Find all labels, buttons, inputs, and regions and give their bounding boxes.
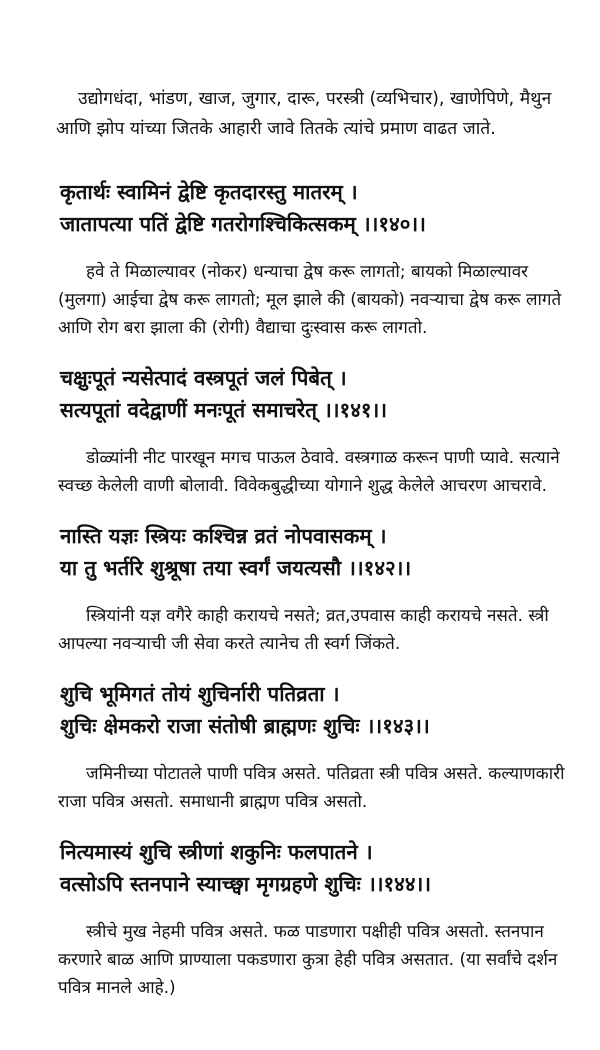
verse-141-line-2: सत्यपूतां वदेद्वाणीं मनःपूतं समाचरेत् ।।१४१।। xyxy=(60,398,388,422)
verse-143-line-2: शुचिः क्षेमकरो राजा संतोषी ब्राह्मणः शुचिः ।।१४३।। xyxy=(60,714,430,738)
spacer xyxy=(58,900,578,918)
spacer xyxy=(58,816,578,836)
spacer xyxy=(58,742,578,760)
spacer xyxy=(58,658,578,678)
spacer xyxy=(58,240,578,258)
spacer xyxy=(58,500,578,520)
verse-141 xyxy=(58,362,578,426)
verse-140 xyxy=(58,176,578,240)
spacer xyxy=(58,584,578,602)
spacer xyxy=(58,342,578,362)
verse-140-line-2: जातापत्या पतिं द्वेष्टि गतरोगश्चिकित्सकम् ।।१४०।। xyxy=(60,212,426,236)
verse-144-line-1: नित्यमास्यं शुचि स्त्रीणां शकुनिः फलपातने । xyxy=(60,840,373,864)
verse-143-line-1: शुचि भूमिगतं तोयं शुचिर्नारी पतिव्रता । xyxy=(60,682,340,706)
meaning-143: जमिनीच्या पोटातले पाणी पवित्र असते. पतिव्रता स्त्री पवित्र असते. कल्याणकारी राजा पवित्र असतो. समाधानी ब्राह्मण पवित्र असतो. xyxy=(58,764,565,812)
verse-142-line-2: या तु भर्तरि शुश्रूषा तया स्वर्गं जयत्यसौ ।।१४२।। xyxy=(60,556,412,580)
intro-paragraph: उद्योगधंदा, भांडण, खाज, जुगार, दारू, परस्त्री (व्यभिचार), खाणेपिणे, मैथुन आणि झोप यांच्या जितके आहारी जावे तितके त्यांचे प्रमाण वाढत जाते. xyxy=(56,89,552,139)
verse-143 xyxy=(58,678,578,742)
shloka-140 xyxy=(58,176,578,342)
verse-142 xyxy=(58,520,578,584)
shloka-142 xyxy=(58,520,578,658)
meaning-144: स्त्रीचे मुख नेहमी पवित्र असते. फळ पाडणारा पक्षीही पवित्र असतो. स्तनपान करणारे बाळ आणि प्राण्याला पकडणारा कुत्रा हेही पवित्र असतात. (या सर्वांचे दर्शन पवित्र मानले आहे.) xyxy=(58,922,558,998)
shloka-144 xyxy=(58,836,578,1002)
shloka-141 xyxy=(58,362,578,500)
verse-144-line-2: वत्सोऽपि स्तनपाने स्याच्छ्वा मृगग्रहणे शुचिः ।।१४४।। xyxy=(60,872,432,896)
verse-144 xyxy=(58,836,578,900)
spacer xyxy=(58,144,578,176)
shloka-143 xyxy=(58,678,578,816)
meaning-141: डोळ्यांनी नीट पारखून मगच पाऊल ठेवावे. वस्त्रगाळ करून पाणी प्यावे. सत्याने स्वच्छ केलेली वाणी बोलावी. विवेकबुद्धीच्या योगाने शुद्ध केलेले आचरण आचरावे. xyxy=(58,448,560,496)
meaning-140: हवे ते मिळाल्यावर (नोकर) धन्याचा द्वेष करू लागतो; बायको मिळाल्यावर (मुलगा) आईचा द्वेष करू लागतो; मूल झाले की (बायको) नवऱ्याचा द्वेष करू लागते आणि रोग बरा झाला की (रोगी) वैद्याचा दुःस्वास करू लागतो. xyxy=(58,262,562,338)
meaning-142: स्त्रियांनी यज्ञ वगैरे काही करायचे नसते; व्रत,उपवास काही करायचे नसते. स्त्री आपल्या नवऱ्याची जी सेवा करते त्यानेच ती स्वर्ग जिंकते. xyxy=(58,606,549,654)
spacer xyxy=(58,426,578,444)
verse-142-line-1: नास्ति यज्ञः स्त्रियः कश्चिन्न व्रतं नोपवासकम् । xyxy=(60,524,387,548)
verse-141-line-1: चक्षुःपूतं न्यसेत्पादं वस्त्रपूतं जलं पिबेत् । xyxy=(60,366,347,390)
verse-140-line-1: कृतार्थः स्वामिनं द्वेष्टि कृतदारस्तु मातरम् । xyxy=(60,180,358,204)
